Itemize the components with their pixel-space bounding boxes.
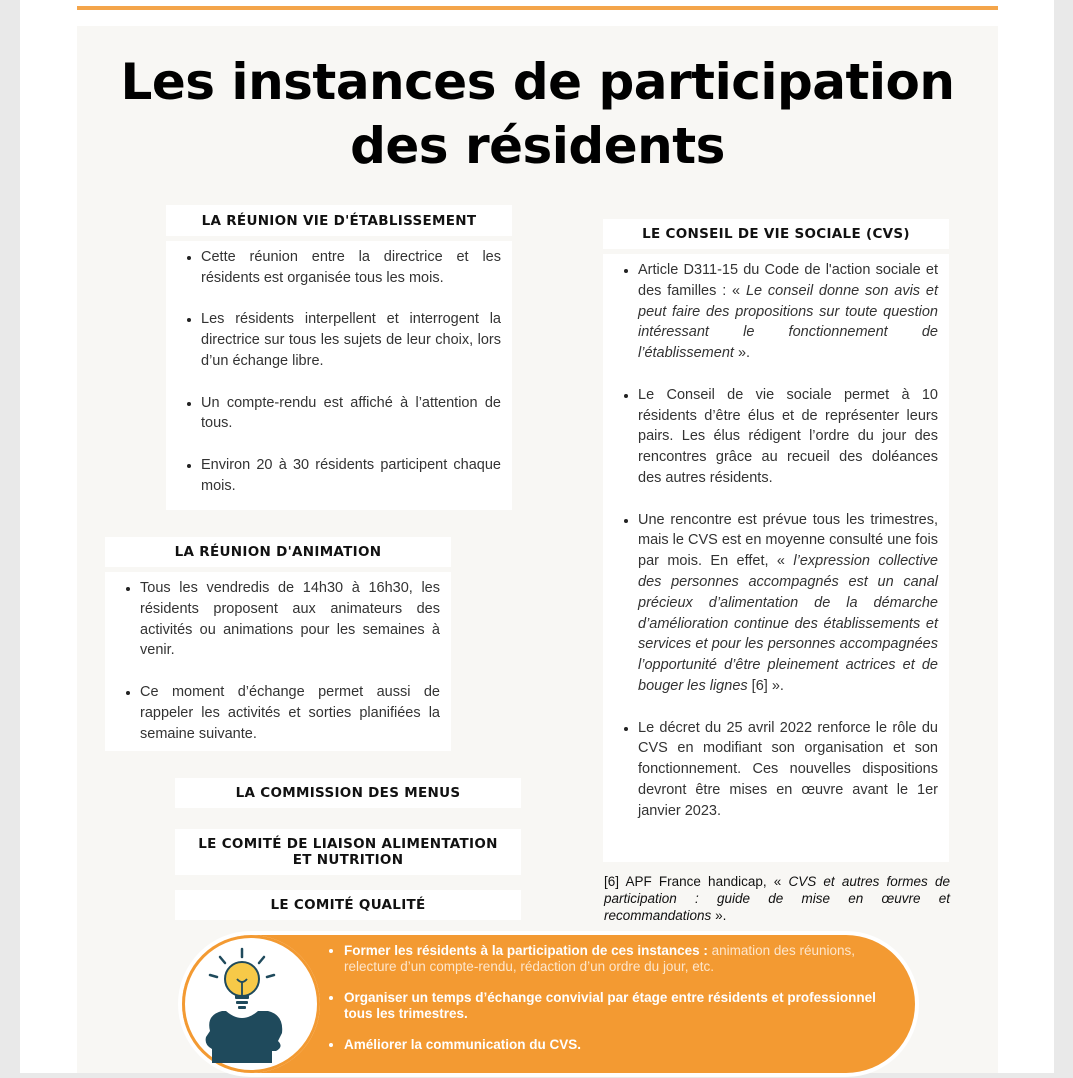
list-item: • Cette réunion entre la directrice et les résidents est organisée tous les mois.: [201, 247, 501, 289]
cvs-item3-text: Une rencontre est prévue tous les trimestres, mais le CVS est en moyenne consulté une fois par mois. En effet, «: [638, 511, 938, 570]
cvs-item3-end: [6] ».: [747, 677, 784, 694]
list-item: • Ce moment d’échange permet aussi de rappeler les activités et sorties planifiées la semaine suivante.: [140, 682, 440, 744]
cvs-item1-end: ».: [733, 345, 751, 362]
footnote: [604, 873, 950, 924]
list-item: • Le Conseil de vie sociale permet à 10 résidents d’être élus et de représenter leurs pairs. Les élus rédigent l’ordre du jour des rencontres grâce au recueil des doléances des autres résidents.: [638, 385, 938, 489]
list-item: • Tous les vendredis de 14h30 à 16h30, les résidents proposent aux animateurs des activités ou animations pour les semaines à venir.: [140, 578, 440, 661]
list-item: [638, 510, 938, 697]
box-cvs: [603, 254, 949, 862]
header-commission-menus: LA COMMISSION DES MENUS: [175, 778, 521, 808]
banner-list: [332, 943, 884, 1053]
footnote-prefix: [6] APF France handicap, «: [604, 874, 789, 889]
list-item: • Les résidents interpellent et interrogent la directrice sur tous les sujets de leur choix, lors d’un échange libre.: [201, 309, 501, 371]
head-lightbulb-icon: [182, 935, 320, 1073]
cvs-item1-quote: Le conseil donne son avis et peut faire des propositions sur toute question intéressant le fonctionnement de l’établissement: [638, 282, 938, 362]
banner-item: [344, 943, 884, 974]
header-comite-qualite: LE COMITÉ QUALITÉ: [175, 890, 521, 920]
title-line-1: Les instances de participation: [120, 53, 955, 111]
banner-item1-bold: Former les résidents à la participation de ces instances :: [344, 943, 712, 958]
page-title: [77, 50, 998, 178]
top-rule: [77, 6, 998, 10]
banner-item1-rest: animation des réunions, relecture d’un compte-rendu, rédaction d’un ordre du jour, etc.: [344, 943, 855, 974]
cvs-item1-text: Article D311-15 du Code de l'action sociale et des familles : «: [638, 262, 938, 299]
box-reunion-vie: [166, 241, 512, 510]
header-reunion-animation: LA RÉUNION D'ANIMATION: [105, 537, 451, 567]
cvs-item3-quote: l’expression collective des personnes accompagnés est un canal précieux d’alimentation de la démarche d’amélioration continue des établissements et services et pour les personnes accompagnées l’opportunité d’être pleinement actrices et de bouger les lignes: [638, 553, 938, 694]
header-reunion-vie: LA RÉUNION VIE D'ÉTABLISSEMENT: [166, 205, 512, 236]
footnote-title: CVS et autres formes de participation : guide de mise en œuvre et recommandations: [604, 874, 950, 923]
list-item: • Un compte-rendu est affiché à l’attention de tous.: [201, 393, 501, 435]
banner-item: • Organiser un temps d’échange convivial par étage entre résidents et professionnel tous les trimestres.: [344, 990, 884, 1021]
footnote-suffix: ».: [711, 908, 727, 923]
recommendations-banner: [182, 935, 915, 1073]
list-item: [638, 260, 938, 364]
box-reunion-animation: [105, 572, 451, 751]
list-item: • Le décret du 25 avril 2022 renforce le rôle du CVS en modifiant son organisation et son fonctionnement. Ces nouvelles dispositions devront être mises en œuvre avant le 1er janvier 2023.: [638, 718, 938, 822]
list-item: • Environ 20 à 30 résidents participent chaque mois.: [201, 455, 501, 497]
header-comite-liaison: LE COMITÉ DE LIAISON ALIMENTATION ET NUTRITION: [175, 829, 521, 875]
title-line-2: des résidents: [350, 117, 725, 175]
banner-item: • Améliorer la communication du CVS.: [344, 1037, 884, 1053]
header-cvs: LE CONSEIL DE VIE SOCIALE (CVS): [603, 219, 949, 249]
